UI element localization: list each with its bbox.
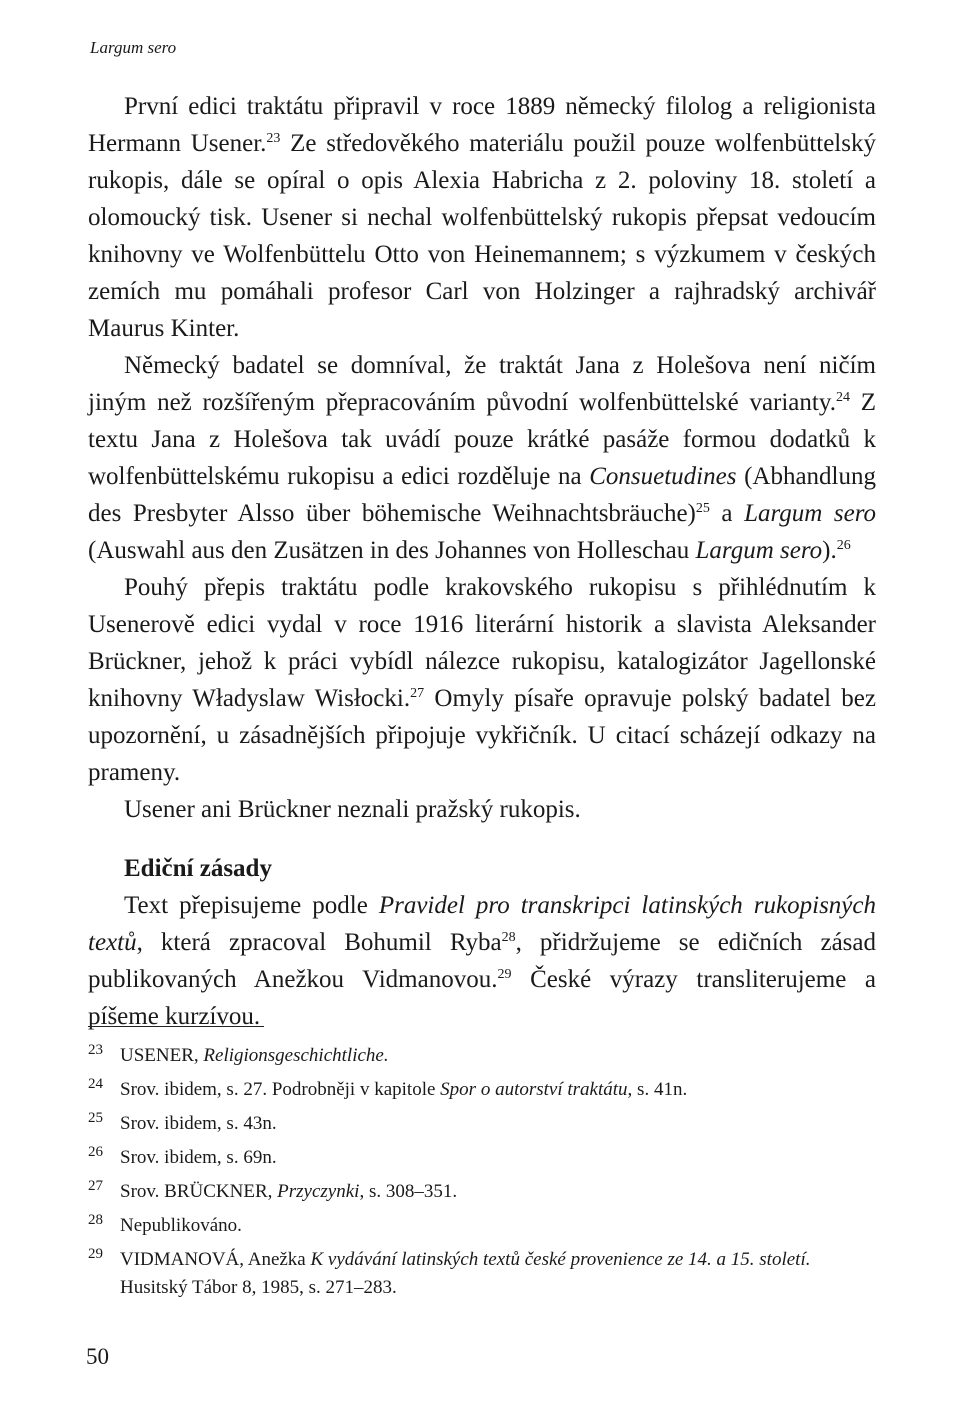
- footnote-ref[interactable]: 26: [836, 538, 851, 553]
- text-run: Z textu Jana z Holešova tak uvádí pouze krátké pasáže formou dodatků k wolfenbüttelskému rukopisu a edici rozděluje na: [88, 389, 876, 490]
- italic-title: Largum sero: [695, 537, 823, 564]
- footnote-ref[interactable]: 29: [497, 967, 512, 982]
- footnote: [88, 1110, 876, 1138]
- text-run: České výrazy transliterujeme a píšeme kurzívou.: [88, 966, 876, 1030]
- text-run: Text přepisujeme podle: [124, 892, 379, 919]
- footnote-number: 26: [88, 1144, 103, 1160]
- text-run: Pouhý přepis traktátu podle krakovského rukopisu s přihlédnutím k Usenerově edici vydal v roce 1916 literární historik a slavista Aleksander Brückner, jehož k práci vybídl nálezce rukopisu, katalogizátor Jagellonské knihovny Władyslaw Wisłocki.: [88, 574, 876, 712]
- footnote-number: 28: [88, 1212, 103, 1228]
- text-run: Srov. ibidem, s. 27. Podrobněji v kapitole: [120, 1079, 441, 1100]
- italic-title: Spor o autorství traktátu: [440, 1079, 628, 1100]
- footnote-number: 24: [88, 1076, 103, 1092]
- paragraph-3: [88, 569, 876, 791]
- footnote: [88, 1144, 876, 1172]
- paragraph-2: [88, 347, 876, 569]
- footnote-ref[interactable]: 23: [266, 131, 281, 146]
- text-run: , která zpracoval Bohumil Ryba: [136, 929, 502, 956]
- text-run: (Auswahl aus den Zusätzen in des Johannes von Holleschau: [88, 537, 696, 564]
- text-run: Omyly písaře opravuje polský badatel bez upozornění, u zásadnějších připojuje vykřičník. U citací scházejí odkazy na prameny.: [88, 685, 877, 786]
- italic-title: Consuetudines: [589, 463, 737, 490]
- text-run: , přidržujeme se edičních zásad publikovaných Anežkou Vidmanovou.: [88, 929, 876, 993]
- footnote-number: 29: [88, 1246, 103, 1262]
- italic-title: Przyczynki: [277, 1181, 360, 1202]
- text-run: Nepublikováno.: [120, 1215, 242, 1236]
- text-run: (Abhandlung des Presbyter Alsso über böhemische Weihnachtsbräuche): [88, 463, 876, 527]
- paragraph-5: [88, 887, 876, 1035]
- footnote-number: 25: [88, 1110, 103, 1126]
- italic-title: Pravidel pro transkripci latinských rukopisných textů: [88, 892, 876, 956]
- section-heading: Ediční zásady: [124, 855, 272, 882]
- paragraph-1: [88, 88, 876, 347]
- text-run: Ze středověkého materiálu použil pouze wolfenbüttelský rukopis, dále se opíral o opis Alexia Habricha z 2. poloviny 18. století a olomoucký tisk. Usener si nechal wolfenbüttelský rukopis přepsat vedoucím knihovny ve Wolfenbüttelu Otto von Heinemannem; s výzkumem v českých zemích mu pomáhali profesor Carl von Holzinger a rajhradský archivář Maurus Kinter.: [88, 130, 876, 342]
- footnote-ref[interactable]: 28: [501, 930, 516, 945]
- footnote: [88, 1076, 876, 1104]
- text-run: Srov. BRÜCKNER,: [120, 1181, 278, 1202]
- italic-title: Religionsgeschichtliche.: [203, 1045, 389, 1066]
- body-text: [88, 88, 876, 1035]
- running-head: Largum sero: [90, 38, 177, 57]
- text-run: a: [709, 500, 745, 527]
- footnote: [88, 1246, 876, 1302]
- text-run: ).: [822, 537, 837, 564]
- page-number: 50: [86, 1344, 109, 1369]
- footnote: [88, 1212, 876, 1240]
- text-run: Usener ani Brückner neznali pražský rukopis.: [124, 796, 581, 823]
- footnote-ref[interactable]: 25: [695, 501, 710, 516]
- footnote-ref[interactable]: 24: [835, 390, 850, 405]
- text-run: Srov. ibidem, s. 43n.: [120, 1113, 277, 1134]
- footnote: [88, 1042, 876, 1070]
- paragraph-4: [88, 791, 876, 828]
- text-run: První edici traktátu připravil v roce 1889 německý filolog a religionista Hermann Usener.: [88, 93, 876, 157]
- text-run: VIDMANOVÁ, Anežka: [120, 1249, 311, 1270]
- footnotes: [88, 1042, 876, 1308]
- footnote-number: 23: [88, 1042, 103, 1058]
- text-run: Husitský Tábor 8, 1985, s. 271–283.: [120, 1277, 397, 1298]
- text-run: USENER,: [120, 1045, 204, 1066]
- text-run: , s. 308–351.: [359, 1181, 458, 1202]
- footnote: [88, 1178, 876, 1206]
- footnote-ref[interactable]: 27: [410, 686, 425, 701]
- text-run: Srov. ibidem, s. 69n.: [120, 1147, 277, 1168]
- italic-title: K vydávání latinských textů české provenience ze 14. a 15. století.: [310, 1249, 811, 1270]
- italic-title: Largum sero: [744, 500, 876, 527]
- footnote-separator: [88, 1026, 264, 1027]
- text-run: Německý badatel se domníval, že traktát Jana z Holešova není ničím jiným než rozšířeným přepracováním původní wolfenbüttelské varianty.: [88, 352, 876, 416]
- footnote-number: 27: [88, 1178, 103, 1194]
- text-run: , s. 41n.: [627, 1079, 688, 1100]
